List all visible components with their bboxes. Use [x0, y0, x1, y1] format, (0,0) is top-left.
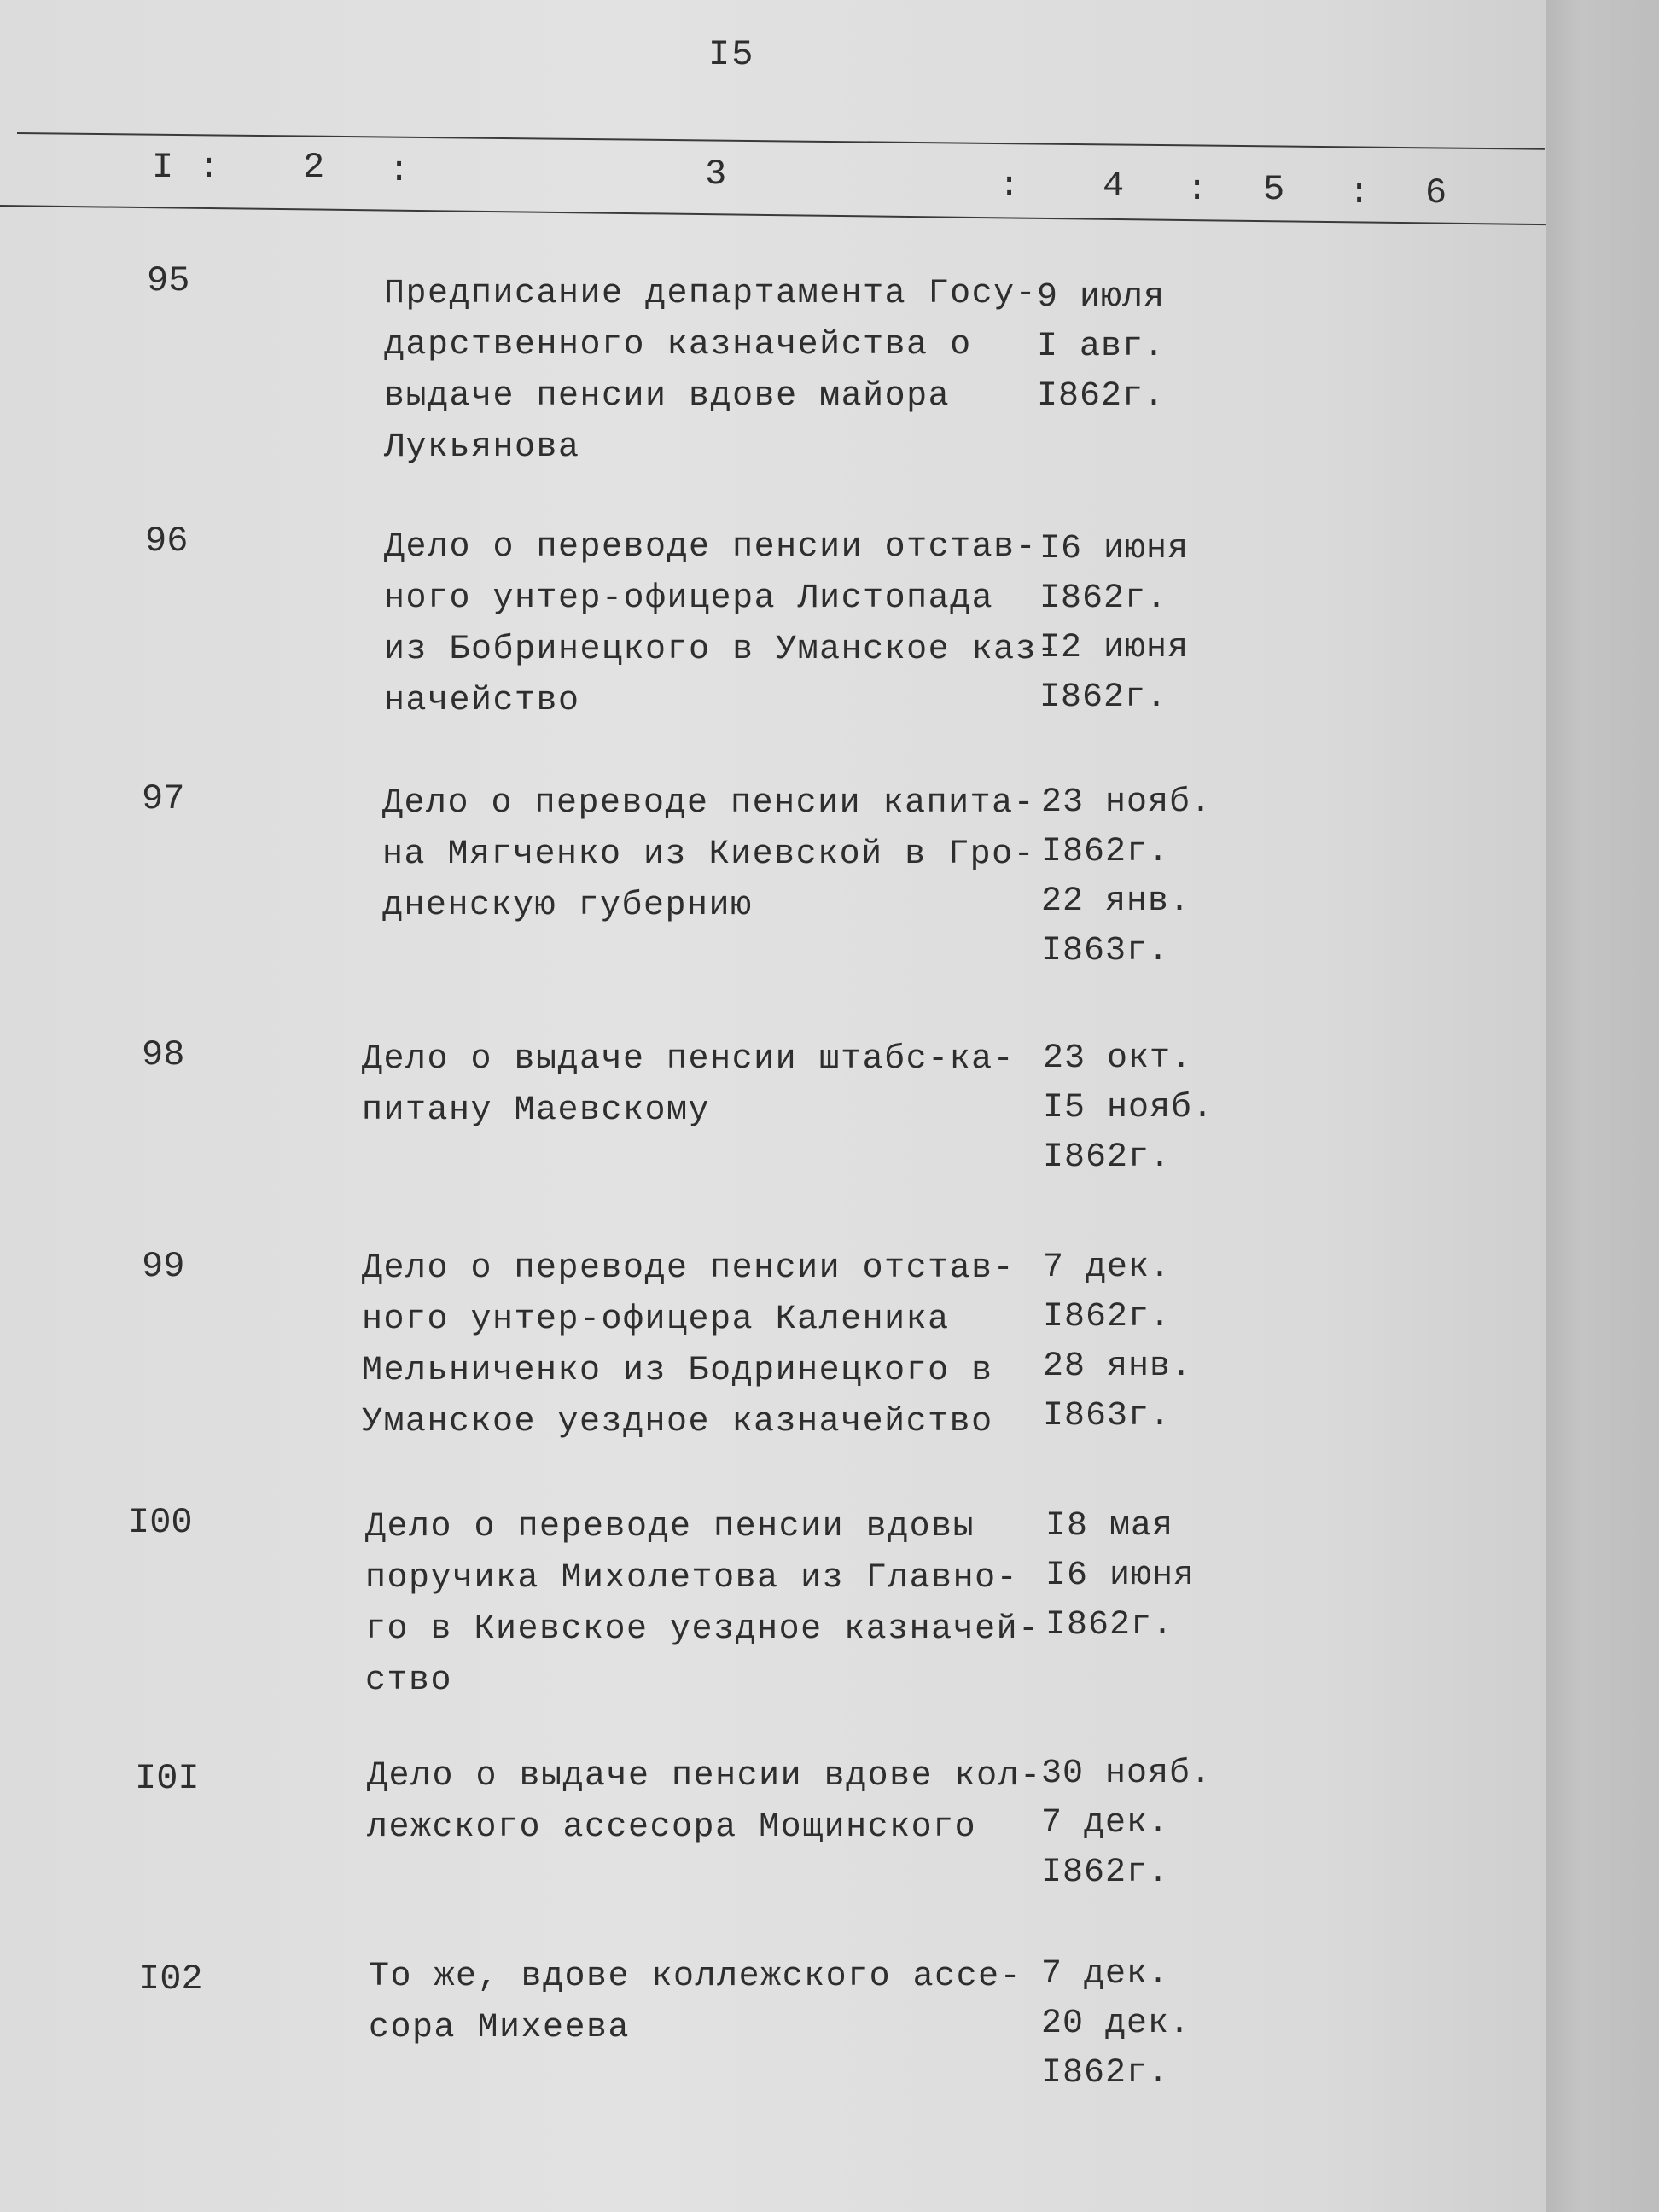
- page-number: I5: [708, 34, 755, 75]
- page-edge-shadow: [1546, 0, 1659, 2212]
- entry-title: Дело о переводе пенсии отстав- ного унтер-офицера Листопада из Бобринецкого в Уманское каз- начейство: [384, 528, 1059, 720]
- col-header-6: 6: [1425, 172, 1447, 213]
- col-header-4: 4: [1103, 166, 1125, 207]
- entry-dates: 30 нояб. 7 дек. I862г.: [1041, 1755, 1213, 1892]
- entry-title: Дело о выдаче пенсии штабс-ка- питану Маевскому: [362, 1040, 1016, 1130]
- entry-number: 95: [147, 260, 190, 301]
- col-header-sep: :: [388, 150, 410, 191]
- entry-dates: 7 дек. I862г. 28 янв. I863г.: [1043, 1249, 1193, 1435]
- col-header-sep: :: [1348, 172, 1371, 213]
- entry-title: То же, вдове коллежского ассе- сора Михеева: [369, 1958, 1022, 2047]
- entry-number: I02: [138, 1959, 203, 2000]
- entry-dates: 7 дек. 20 дек. I862г.: [1041, 1955, 1191, 2093]
- entry-number: I0I: [135, 1758, 200, 1799]
- entry-number: 97: [142, 778, 185, 819]
- entry-title: Дело о выдаче пенсии вдове кол- лежского ассесора Мощинского: [367, 1757, 1042, 1847]
- entry-dates: I6 июня I862г. I2 июня I862г.: [1039, 530, 1190, 717]
- entry-number: 98: [142, 1034, 185, 1075]
- entry-dates: I8 мая I6 июня I862г.: [1045, 1507, 1196, 1644]
- entry-number: 96: [145, 521, 189, 562]
- entry-dates: 23 нояб. I862г. 22 янв. I863г.: [1041, 783, 1213, 970]
- col-header-2: 2: [303, 147, 325, 188]
- col-header-1: I: [152, 147, 174, 188]
- entry-title: Предписание департамента Госу- дарственного казначейства о выдаче пенсии вдове майора Лукьянова: [384, 275, 1038, 467]
- col-header-3: 3: [705, 154, 727, 195]
- entry-number: 99: [142, 1246, 185, 1287]
- col-header-sep: :: [1186, 169, 1208, 210]
- entry-dates: 23 окт. I5 нояб. I862г.: [1043, 1039, 1214, 1177]
- entry-number: I00: [128, 1502, 193, 1543]
- entry-title: Дело о переводе пенсии капита- на Мягченко из Киевской в Гро- дненскую губернию: [382, 784, 1036, 925]
- col-header-5: 5: [1263, 169, 1285, 210]
- col-header-sep: :: [998, 166, 1021, 207]
- entry-title: Дело о переводе пенсии отстав- ного унтер-офицера Каленика Мельниченко из Бодринецкого в Уманское уездное казначейство: [362, 1249, 1016, 1441]
- entry-title: Дело о переводе пенсии вдовы поручика Михолетова из Главно- го в Киевское уездное казначей- ство: [365, 1508, 1040, 1700]
- col-header-sep: :: [198, 147, 220, 188]
- entry-dates: 9 июля I авг. I862г.: [1037, 278, 1166, 416]
